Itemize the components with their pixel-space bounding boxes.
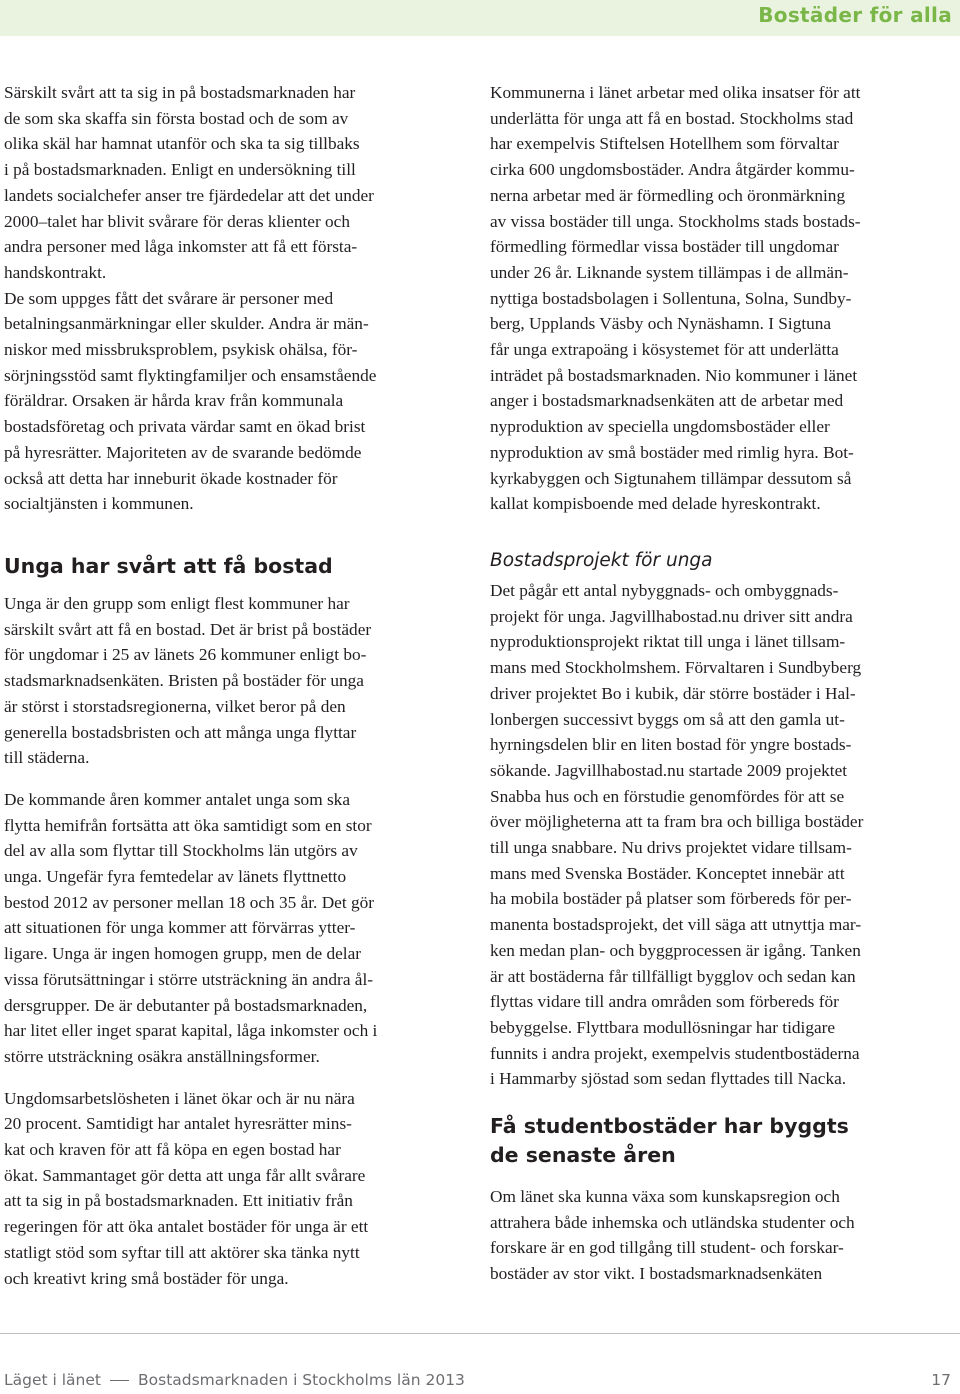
section-heading: Få studentbostäder har byggts de senaste åren: [490, 1114, 849, 1168]
paragraph: Ungdomsarbetslösheten i länet ökar och är nu nära 20 procent. Samtidigt har antalet hyresrätter mins- kat och kraven för att få köpa en egen bostad har ökat. Sammantaget gör detta att unga får allt svårare att ta sig in på bostadsmarknaden. Ett initiativ från regeringen för att öka antalet bostäder för unga är ett statligt stöd som syftar till att aktörer ska tänka nytt och kreativt kring små bostäder för unga.: [4, 1088, 369, 1288]
footer-dash: [110, 1380, 129, 1381]
paragraph: De som uppges fått det svårare är personer med betalningsanmärkningar eller skulder. Andra är män- niskor med missbruksproblem, psykisk ohälsa, för- sörjningsstöd samt flyktingfamiljer och ensamstående föräldrar. Orsaken är hårda krav från kommunala bostadsföretag och privata värdar samt en ökad brist på hyresrätter. Majoriteten av de svarande bedömde också att detta har inneburit ökade kostnader för socialtjänsten i kommunen.: [4, 288, 377, 514]
paragraph: Det pågår ett antal nybyggnads- och ombyggnads- projekt för unga. Jagvillhabostad.nu driver sitt andra nyproduktionsprojekt riktat till unga i länet tillsam- mans med Stockholmshem. Förvaltaren i Sundbyberg driver projektet Bo i kubik, där större bostäder i Hal- lonbergen successivt byggs om så att den gamla ut- hyrningsdelen blir en liten bostad för yngre bostads- sökande. Jagvillhabostad.nu startade 2009 projektet Snabba hus och en förstudie genomfördes för att se över möjligheterna att ta fram bra och billiga bostäder till unga snabbare. Nu drivs projektet vidare tillsam- mans med Svenska Bostäder. Konceptet innebär att ha mobila bostäder på platser som förbereds för per- manenta bostadsprojekt, det vill säga att utnyttja mar- ken medan plan- och byggprocessen är igång. Tanken är att bostäderna får tillfälligt bygglov och sedan kan flyttas vidare till andra områden som förbereds för bebyggelse. Flyttbara modullösningar har tidigare funnits i andra projekt, exempelvis studentbostäderna i Hammarby sjöstad som sedan flyttades till Nacka.: [490, 581, 864, 1089]
paragraph: De kommande åren kommer antalet unga som ska flytta hemifrån fortsätta att öka samtidigt som en stor del av alla som flyttar till Stockholms län utgörs av unga. Ungefär fyra femtedelar av länets flyttnetto bestod 2012 av personer mellan 18 och 35 år. Det gör att situationen för unga kommer att förvärras ytter- ligare. Unga är ingen homogen grupp, men de delar vissa förutsättningar i större utsträckning än andra ål- dersgrupper. De är debutanter på bostadsmarknaden, har litet eller inget sparat kapital, låga inkomster och i större utsträckning osäkra anställningsformer.: [4, 789, 378, 1066]
header-bar: [0, 0, 960, 36]
right-column-bottom: [490, 548, 954, 1287]
page-number: 17: [931, 1371, 951, 1389]
paragraph: Om länet ska kunna växa som kunskapsregion och attrahera både inhemska och utländska studenter och forskare är en god tillgång till student- och forskar- bostäder av stor vikt. I bostadsmarknadsenkäten: [490, 1187, 855, 1284]
paragraph: Särskilt svårt att ta sig in på bostadsmarknaden har de som ska skaffa sin första bostad och de som av olika skäl har hamnat utanför och ska ta sig tillbaks i på bostadsmarknaden. Enligt en undersökning till landets socialchefer anser tre fjärdedelar att det under 2000–talet har blivit svårare för deras klienter och andra personer med låga inkomster att få ett första- handskontrakt.: [4, 83, 374, 282]
footer-publication: Bostadsmarknaden i Stockholms län 2013: [138, 1371, 465, 1389]
paragraph: Unga är den grupp som enligt flest kommuner har särskilt svårt att få en bostad. Det är brist på bostäder för ungdomar i 25 av länets 26 kommuner enligt bo- stadsmarknadsenkäten. Bristen på bostäder för unga är störst i storstadsregionerna, vilket beror på den generella bostadsbristen och att många unga flyttar till städerna.: [4, 594, 372, 768]
left-column-bottom: [4, 552, 468, 1291]
footer-divider: [0, 1333, 960, 1334]
footer-chapter: Läget i länet: [4, 1371, 101, 1389]
section-title: Bostäder för alla: [758, 3, 952, 27]
right-column-top: [490, 80, 954, 517]
footer: [4, 1371, 465, 1389]
paragraph: Kommunerna i länet arbetar med olika insatser för att underlätta för unga att få en bostad. Stockholms stad har exempelvis Stiftelsen Hotellhem som förvaltar cirka 600 ungdomsbostäder. Andra åtgärder kommu- nerna arbetar med är förmedling och öronmärkning av vissa bostäder till unga. Stockholms stads bostads- förmedling förmedlar vissa bostäder till ungdomar under 26 år. Liknande system tillämpas i de allmän- nyttiga bostadsbolagen i Sollentuna, Solna, Sundby- berg, Upplands Väsby och Nynäshamn. I Sigtuna får unga extrapoäng i kösystemet för att underlätta inträdet på bostadsmarknaden. Nio kommuner i länet anger i bostadsmarknadsenkäten att de arbetar med nyproduktion av speciella ungdomsbostäder eller nyproduktion av små bostäder med rimlig hyra. Bot- kyrkabyggen och Sigtunahem tillämpar dessutom så kallat kompisboende med delade hyreskontrakt.: [490, 83, 861, 514]
subheading: Bostadsprojekt för unga: [490, 550, 713, 571]
section-heading: Unga har svårt att få bostad: [4, 554, 333, 578]
left-column-top: [4, 80, 468, 517]
